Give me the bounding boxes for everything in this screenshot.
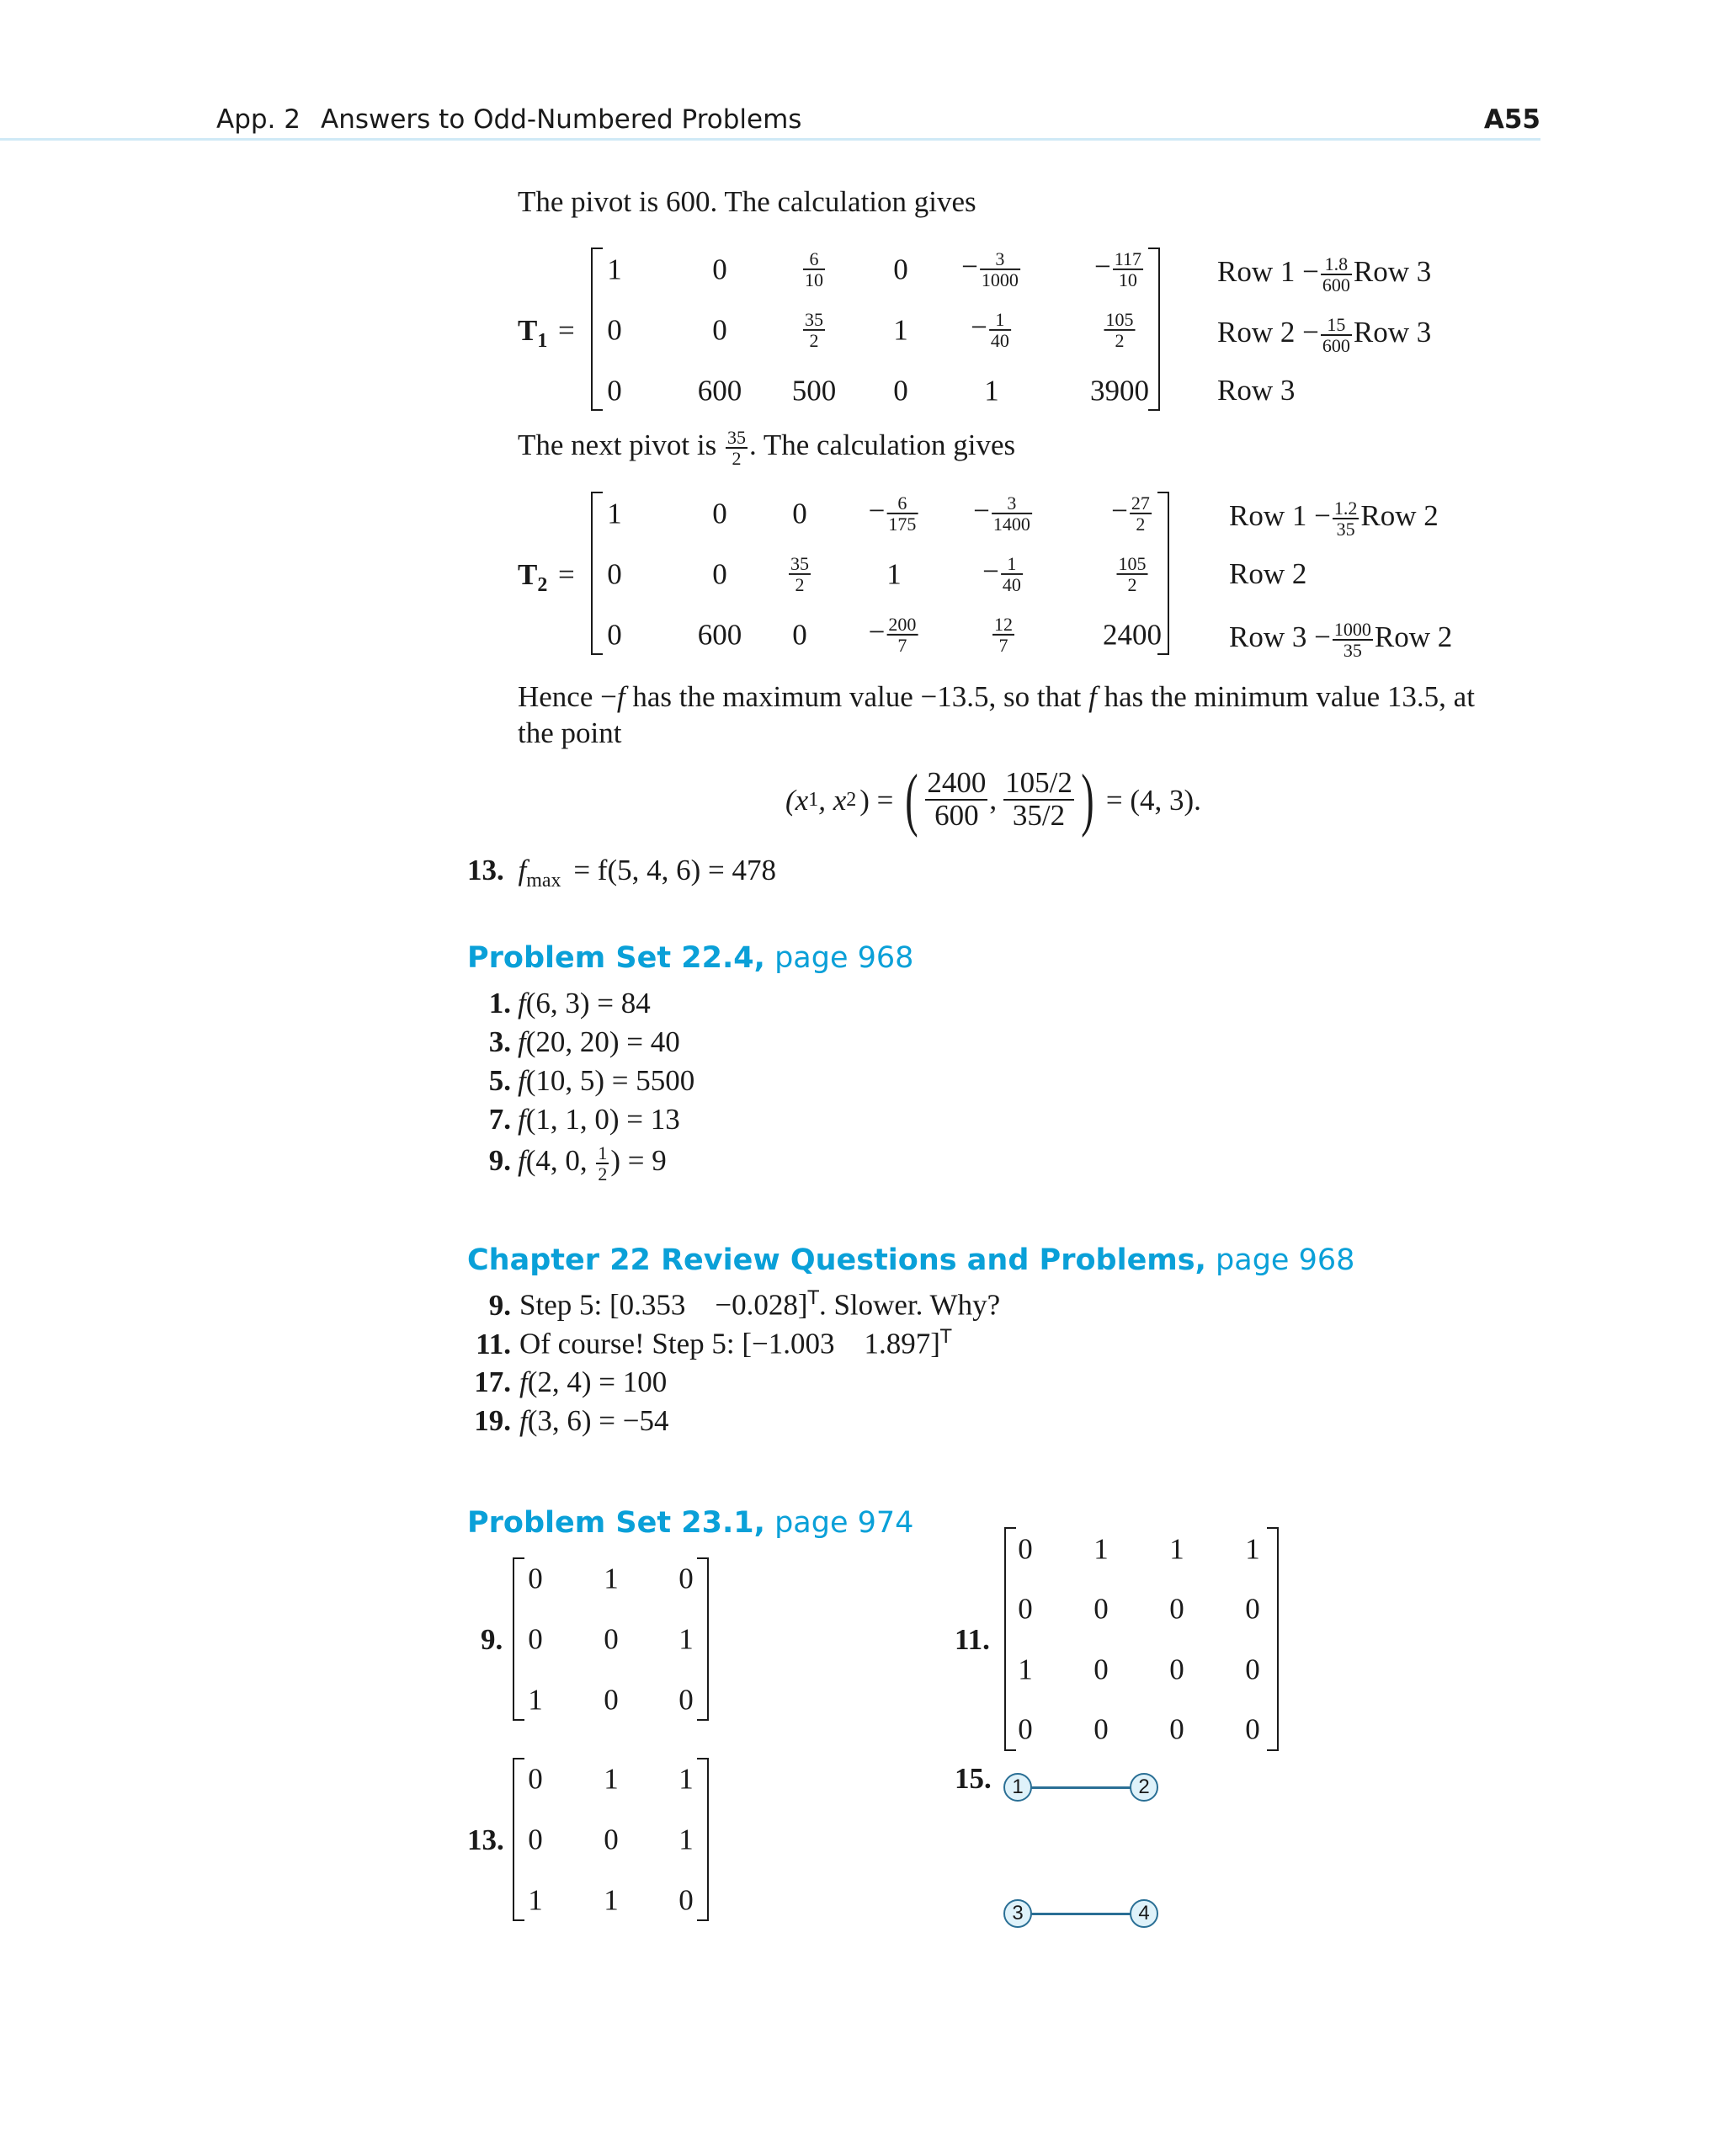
t2-cell-r3c2 <box>698 620 742 650</box>
item-number: 3. <box>488 1025 511 1058</box>
item-number: 1. <box>488 987 511 1019</box>
cell-fraction-num: 105 <box>1118 552 1147 574</box>
cell-fraction-num: 117 <box>1114 248 1141 269</box>
point-frac-2-den: 35/2 <box>1012 799 1066 832</box>
row-op-fraction <box>1321 315 1352 355</box>
cell-fraction-den: 40 <box>1002 574 1021 595</box>
t2-cell-r3c4 <box>869 615 920 655</box>
point-right-paren: ) <box>1081 760 1094 838</box>
item-text <box>518 987 651 1019</box>
t1-cell-r2c3 <box>801 310 827 350</box>
m9-left-bracket <box>513 1557 524 1721</box>
t2-label-letter: T <box>518 558 538 591</box>
t2-cell-r2c4 <box>886 557 902 591</box>
item-text-tail: . Slower. Why? <box>818 1288 1001 1322</box>
m11-cell-r1c4: 1 <box>1245 1532 1260 1566</box>
cell-fraction <box>1104 310 1136 350</box>
hence-f1: f <box>616 680 625 713</box>
ch22-item <box>460 1367 667 1397</box>
function-letter: f <box>518 1064 526 1097</box>
m9-cell-r3c1: 1 <box>528 1683 543 1717</box>
m13-right-bracket <box>697 1758 709 1921</box>
hence-b: has the maximum value −13.5, so that <box>625 680 1089 713</box>
row-op-text: Row 2 <box>1229 557 1307 590</box>
row-op-text: Row 3 <box>1217 374 1296 407</box>
item-number: 17. <box>474 1365 511 1398</box>
minus-sign: − <box>961 250 978 284</box>
ch22-title: Chapter 22 Review Questions and Problems, <box>467 1243 1206 1277</box>
cell-value: 0 <box>893 374 908 407</box>
t2-cell-r2c6 <box>1115 554 1150 594</box>
ps224-page: page 968 <box>774 941 914 975</box>
minus-sign: − <box>1094 250 1111 284</box>
graph-node-3: 3 <box>1003 1899 1032 1928</box>
t2-cell-r3c6 <box>1103 620 1162 650</box>
intro-text-2 <box>518 428 1015 468</box>
t1-left-bracket <box>591 248 603 411</box>
cell-fraction-den: 10 <box>1118 269 1137 290</box>
cell-value: 0 <box>607 557 622 591</box>
m13-cell-r3c2: 1 <box>604 1883 619 1917</box>
cell-fraction-den: 40 <box>990 330 1009 351</box>
item-number: 9. <box>488 1288 511 1322</box>
item-text: Of course! Step 5: [−1.003 1.897] <box>519 1327 940 1360</box>
m9-num: 9. <box>481 1623 503 1656</box>
m11-cell-r1c2: 1 <box>1093 1532 1109 1566</box>
transpose-superscript: T <box>807 1288 819 1309</box>
m11-cell-r3c4: 0 <box>1245 1653 1260 1686</box>
item-text: Step 5: [0.353 −0.028] <box>519 1288 808 1322</box>
cell-fraction-num: 12 <box>994 613 1013 635</box>
t2-cell-r3c1 <box>607 620 622 650</box>
cell-fraction-den: 1000 <box>981 269 1019 290</box>
hence-f2: f <box>1088 680 1097 713</box>
minus-sign: − <box>1111 494 1128 528</box>
row-op-fraction-num: 1.8 <box>1321 254 1352 275</box>
minus-sign: − <box>971 311 987 344</box>
item-13-rest: = f(5, 4, 6) = 478 <box>573 854 777 886</box>
row-op-text: Row 1 − <box>1229 499 1331 533</box>
item-text <box>518 1064 694 1097</box>
item-text <box>518 1025 680 1058</box>
m9-cell-r3c3: 0 <box>678 1683 694 1717</box>
t1-cell-r2c6 <box>1103 310 1137 350</box>
item-fraction-den: 2 <box>598 1163 608 1185</box>
item-fraction <box>596 1143 609 1184</box>
cell-fraction <box>789 554 811 594</box>
cell-fraction <box>1130 493 1152 534</box>
cell-fraction-num: 1 <box>989 310 1011 331</box>
cell-fraction <box>1117 554 1148 594</box>
minus-sign: − <box>973 494 990 528</box>
function-args: (2, 4) = 100 <box>527 1365 668 1398</box>
m11-right-bracket <box>1267 1527 1279 1751</box>
row-op-fraction-den: 600 <box>1322 274 1350 296</box>
item-text-tail: ) = 9 <box>610 1144 667 1178</box>
cell-fraction-den: 2 <box>809 330 819 351</box>
row-op-fraction-den: 35 <box>1343 640 1362 662</box>
function-args: (10, 5) = 5500 <box>525 1064 695 1097</box>
cell-value: 0 <box>792 497 807 530</box>
function-letter: f <box>518 1144 526 1178</box>
m11-cell-r3c3: 0 <box>1169 1653 1184 1686</box>
m11-cell-r2c1: 0 <box>1018 1592 1033 1626</box>
cell-value: 0 <box>792 618 807 652</box>
cell-value: 600 <box>697 618 742 652</box>
point-left-paren: ( <box>905 760 919 838</box>
point-frac-1 <box>925 768 987 832</box>
t2-row-op-2 <box>1229 559 1306 588</box>
cell-fraction-den: 2 <box>1115 330 1125 351</box>
cell-fraction <box>980 249 1020 290</box>
row-op-fraction-den: 600 <box>1322 335 1350 357</box>
header-rule <box>0 138 1540 141</box>
point-rhs: = (4, 3). <box>1105 783 1201 817</box>
cell-fraction-den: 1400 <box>992 514 1030 535</box>
cell-value: 600 <box>697 374 742 407</box>
m13-cell-r3c1: 1 <box>528 1883 543 1917</box>
t2-cell-r1c2 <box>712 499 727 529</box>
t1-label <box>518 316 547 351</box>
point-lhs-c: ) = <box>859 783 894 817</box>
m11-cell-r4c1: 0 <box>1018 1712 1033 1746</box>
item-number: 7. <box>488 1103 511 1136</box>
function-letter: f <box>518 1103 526 1136</box>
m13-cell-r3c3: 0 <box>678 1883 694 1917</box>
item-number: 19. <box>474 1404 511 1437</box>
function-args: (20, 20) = 40 <box>525 1025 680 1058</box>
transpose-superscript: T <box>939 1327 952 1348</box>
cell-fraction-num: 200 <box>888 613 917 635</box>
row-op-fraction <box>1333 498 1360 539</box>
ch22-item <box>460 1328 951 1359</box>
row-op-fraction-num: 1.2 <box>1333 498 1358 519</box>
cell-fraction-den: 2 <box>1127 574 1137 595</box>
g15-num: 15. <box>955 1762 992 1795</box>
m13-cell-r2c3: 1 <box>678 1823 694 1856</box>
cell-fraction <box>992 493 1032 534</box>
point-frac-1-num: 2400 <box>927 766 987 800</box>
t1-cell-r3c3 <box>792 376 837 406</box>
t1-cell-r3c5 <box>984 376 999 406</box>
m9-cell-r3c2: 0 <box>604 1683 619 1717</box>
t1-cell-r3c4 <box>893 376 908 406</box>
ch22-heading <box>467 1243 1354 1277</box>
ch22-item <box>460 1406 669 1435</box>
cell-value: 0 <box>607 618 622 652</box>
function-args: (1, 1, 0) = 13 <box>525 1103 680 1136</box>
ps231-page: page 974 <box>774 1506 914 1540</box>
m11-cell-r2c3: 0 <box>1169 1592 1184 1626</box>
t2-row-op-3 <box>1229 620 1452 660</box>
intro2-num: 35 <box>726 427 746 448</box>
cell-fraction-num: 1 <box>1001 554 1023 575</box>
cell-value: 1 <box>607 253 622 286</box>
cell-fraction-num: 6 <box>886 493 918 514</box>
ps224-item <box>467 1066 694 1095</box>
t2-row-op-1 <box>1229 498 1439 539</box>
point-lhs-a: (x <box>785 783 809 817</box>
cell-fraction <box>886 615 918 655</box>
cell-value: 0 <box>607 313 622 347</box>
t2-label-sub: 2 <box>537 574 548 596</box>
point-lhs-sub1: 1 <box>808 789 819 811</box>
cell-value: 3900 <box>1090 374 1149 407</box>
t2-cell-r3c3 <box>792 620 807 650</box>
cell-fraction <box>992 615 1014 655</box>
item-number: 5. <box>488 1064 511 1097</box>
t1-label-letter: T <box>518 314 538 347</box>
t2-cell-r2c5 <box>982 554 1024 594</box>
cell-fraction-num: 35 <box>790 552 809 574</box>
cell-fraction-den: 7 <box>897 635 907 656</box>
cell-fraction <box>886 493 918 534</box>
cell-fraction-num: 35 <box>805 308 823 330</box>
t1-cell-r2c4 <box>893 313 908 347</box>
m9-cell-r2c1: 0 <box>528 1622 543 1656</box>
item-13-fmax <box>467 855 776 891</box>
cell-fraction-num: 3 <box>980 249 1020 270</box>
t1-cell-r2c2 <box>712 313 727 347</box>
t1-cell-r1c2 <box>712 255 727 285</box>
cell-value: 0 <box>712 313 727 347</box>
item-13-sub: max <box>526 870 561 892</box>
m9-cell-r1c1: 0 <box>528 1562 543 1595</box>
hence-line-1 <box>518 682 1475 711</box>
row-op-target: Row 2 <box>1374 620 1453 654</box>
ch22-item <box>460 1290 1000 1320</box>
hence-c: has the minimum value 13.5, at <box>1096 680 1475 713</box>
item-number: 11. <box>476 1327 511 1360</box>
row-op-target: Row 2 <box>1360 499 1439 533</box>
m11-cell-r4c4: 0 <box>1245 1712 1260 1746</box>
m13-cell-r2c1: 0 <box>528 1823 543 1856</box>
cell-fraction <box>803 310 825 350</box>
row-op-fraction-den: 35 <box>1336 519 1355 540</box>
t2-cell-r1c5 <box>973 493 1034 534</box>
t2-left-bracket <box>591 492 603 655</box>
t1-cell-r3c1 <box>607 376 622 406</box>
graph-edge-1-2 <box>1019 1786 1143 1789</box>
section-label: App. 2 <box>216 104 301 135</box>
function-letter: f <box>519 1404 528 1437</box>
cell-value: 1 <box>984 374 999 407</box>
point-comma: , <box>989 783 998 816</box>
row-op-target: Row 3 <box>1353 255 1432 289</box>
hence-line-2: the point <box>518 716 622 749</box>
t2-cell-r1c1 <box>607 499 622 529</box>
m11-left-bracket <box>1004 1527 1016 1751</box>
row-op-fraction-num: 15 <box>1321 315 1352 336</box>
row-op-text: Row 2 − <box>1217 316 1319 349</box>
m9-cell-r1c3: 0 <box>678 1562 694 1595</box>
t2-cell-r1c6 <box>1111 493 1153 534</box>
t1-cell-r1c1 <box>607 255 622 285</box>
m11-cell-r1c3: 1 <box>1169 1532 1184 1566</box>
m13-cell-r2c2: 0 <box>604 1823 619 1856</box>
cell-fraction-num: 6 <box>803 249 825 270</box>
ch22-page: page 968 <box>1216 1243 1355 1277</box>
item-13-f: f <box>518 854 527 886</box>
function-args: (6, 3) = 84 <box>525 987 651 1019</box>
m11-cell-r1c1: 0 <box>1018 1532 1033 1566</box>
t1-cell-r1c3 <box>801 249 827 290</box>
point-lhs-sub2: 2 <box>846 789 857 811</box>
cell-fraction <box>1001 554 1023 594</box>
m13-num: 13. <box>467 1823 504 1856</box>
item-fraction-num: 1 <box>598 1142 608 1163</box>
m9-right-bracket <box>697 1557 709 1721</box>
intro2-den: 2 <box>732 448 742 470</box>
cell-value: 2400 <box>1103 618 1162 652</box>
graph-node-1: 1 <box>1003 1773 1032 1802</box>
cell-value: 1 <box>893 313 908 347</box>
t2-cell-r2c2 <box>712 557 727 591</box>
cell-value: 500 <box>791 374 837 407</box>
cell-value: 0 <box>712 557 727 591</box>
row-op-fraction <box>1333 620 1373 660</box>
ps224-item <box>467 1105 680 1134</box>
m9-cell-r1c2: 1 <box>604 1562 619 1595</box>
minus-sign: − <box>868 494 886 528</box>
graph-node-2: 2 <box>1130 1773 1158 1802</box>
m11-cell-r3c2: 0 <box>1093 1653 1109 1686</box>
ps231-heading <box>467 1506 913 1540</box>
cell-fraction-den: 2 <box>795 574 805 595</box>
t2-equals: = <box>558 558 575 591</box>
row-op-text: Row 1 − <box>1217 255 1319 289</box>
t1-cell-r2c5 <box>971 310 1013 350</box>
cell-fraction-den: 7 <box>998 635 1008 656</box>
m11-cell-r2c2: 0 <box>1093 1592 1109 1626</box>
m11-cell-r2c4: 0 <box>1245 1592 1260 1626</box>
function-args: (4, 0, <box>525 1144 595 1178</box>
intro2-b: . The calculation gives <box>748 429 1016 462</box>
m13-left-bracket <box>513 1758 524 1921</box>
cell-value: 0 <box>712 497 727 530</box>
t2-cell-r2c3 <box>787 554 812 594</box>
point-frac-2-num: 105/2 <box>1005 766 1072 800</box>
t1-equals: = <box>558 314 575 347</box>
row-op-target: Row 3 <box>1353 316 1432 349</box>
intro-text-1: The pivot is 600. The calculation gives <box>518 185 976 218</box>
item-text <box>519 1365 667 1398</box>
graph-edge-3-4 <box>1019 1913 1143 1915</box>
intro2-fraction <box>726 428 748 468</box>
t1-row-op-3 <box>1217 375 1295 405</box>
cell-fraction-num: 105 <box>1105 308 1134 330</box>
t1-row-op-1 <box>1217 254 1431 295</box>
running-title: Answers to Odd-Numbered Problems <box>321 104 802 135</box>
t1-cell-r1c4 <box>893 255 908 285</box>
cell-value: 0 <box>893 253 908 286</box>
item-text <box>519 1404 669 1437</box>
ps224-item <box>467 988 651 1018</box>
cell-fraction-den: 10 <box>805 269 823 290</box>
cell-value: 0 <box>712 253 727 286</box>
function-args: (3, 6) = −54 <box>527 1404 669 1437</box>
t2-cell-r1c3 <box>792 499 807 529</box>
minus-sign: − <box>982 555 999 588</box>
t2-cell-r2c1 <box>607 557 622 591</box>
ps224-heading <box>467 941 913 975</box>
function-letter: f <box>518 987 526 1019</box>
t1-cell-r1c5 <box>961 249 1022 290</box>
m13-cell-r1c3: 1 <box>678 1762 694 1796</box>
item-text <box>518 1144 594 1177</box>
ps224-item <box>467 1143 667 1184</box>
row-op-text: Row 3 − <box>1229 620 1331 654</box>
graph-node-4: 4 <box>1130 1899 1158 1928</box>
cell-fraction-den: 2 <box>1136 514 1146 535</box>
point-formula <box>785 762 1201 838</box>
point-frac-2 <box>1003 768 1074 832</box>
t1-cell-r3c2 <box>698 376 742 406</box>
t1-cell-r2c1 <box>607 313 622 347</box>
m9-cell-r2c3: 1 <box>678 1622 694 1656</box>
cell-value: 1 <box>886 557 902 591</box>
intro2-a: The next pivot is <box>518 429 717 462</box>
m9-cell-r2c2: 0 <box>604 1622 619 1656</box>
function-letter: f <box>519 1365 528 1398</box>
row-op-fraction <box>1321 254 1352 295</box>
cell-fraction <box>989 310 1011 350</box>
item-text <box>518 1103 680 1136</box>
item-13-num: 13. <box>467 854 504 886</box>
ps231-title: Problem Set 23.1, <box>467 1506 765 1540</box>
ps224-title: Problem Set 22.4, <box>467 941 765 975</box>
t1-cell-r1c6 <box>1094 249 1145 290</box>
t1-label-sub: 1 <box>537 330 548 352</box>
point-frac-1-den: 600 <box>934 799 979 832</box>
m13-cell-r1c1: 0 <box>528 1762 543 1796</box>
m11-cell-r3c1: 1 <box>1018 1653 1033 1686</box>
cell-value: 1 <box>607 497 622 530</box>
t1-row-op-2 <box>1217 315 1431 355</box>
m11-num: 11. <box>955 1623 990 1656</box>
t1-right-bracket <box>1148 248 1160 411</box>
page-number: A55 <box>1483 104 1540 135</box>
cell-fraction <box>1113 249 1143 290</box>
hence-a: Hence − <box>518 680 617 713</box>
function-letter: f <box>518 1025 526 1058</box>
row-op-fraction-num: 1000 <box>1333 619 1371 640</box>
t1-cell-r3c6 <box>1090 376 1149 406</box>
cell-fraction-num: 3 <box>992 493 1032 514</box>
cell-fraction-num: 27 <box>1131 492 1150 514</box>
t2-cell-r1c4 <box>869 493 920 534</box>
item-number: 9. <box>488 1144 511 1178</box>
t2-label <box>518 560 547 595</box>
cell-fraction-den: 175 <box>888 514 917 535</box>
point-lhs-b: , x <box>818 783 847 817</box>
minus-sign: − <box>868 615 886 649</box>
m13-cell-r1c2: 1 <box>604 1762 619 1796</box>
cell-value: 0 <box>607 374 622 407</box>
ps224-item <box>467 1027 680 1057</box>
cell-fraction <box>803 249 825 290</box>
m11-cell-r4c2: 0 <box>1093 1712 1109 1746</box>
m11-cell-r4c3: 0 <box>1169 1712 1184 1746</box>
t2-cell-r3c5 <box>991 615 1016 655</box>
